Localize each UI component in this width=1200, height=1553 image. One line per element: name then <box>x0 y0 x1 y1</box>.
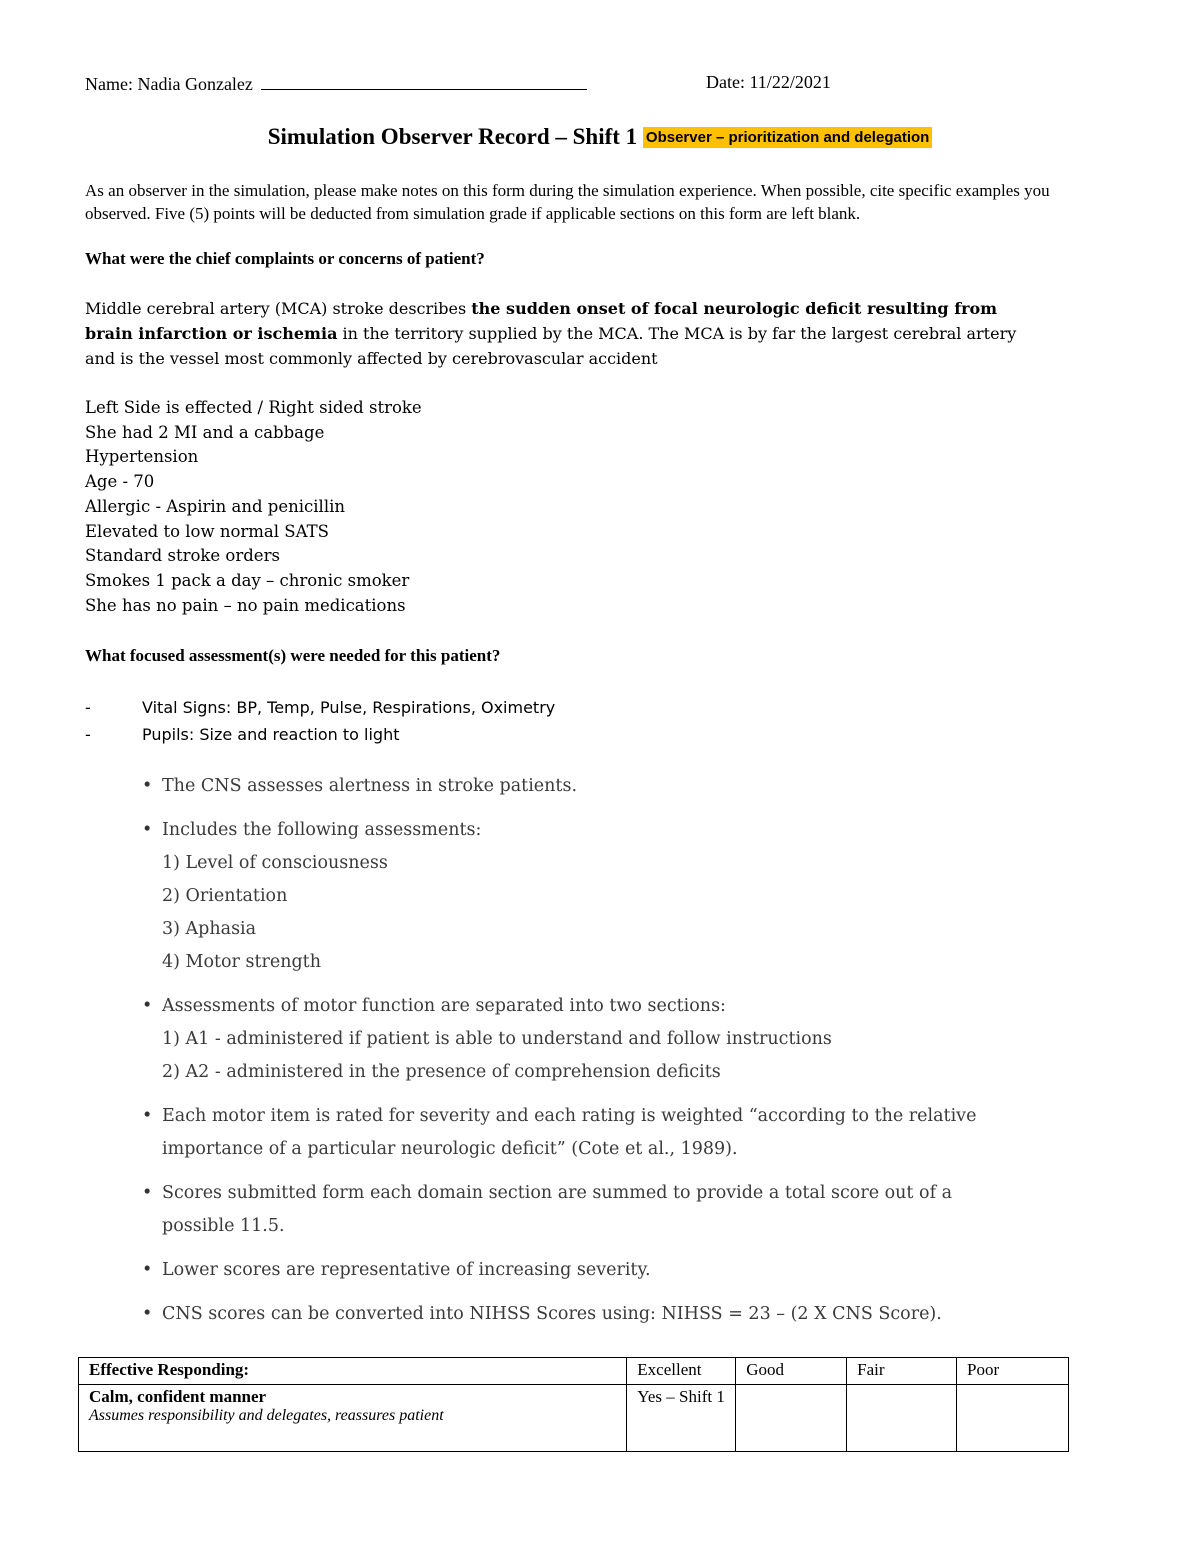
slide-subitem: 2) A2 - administered in the presence of comprehension deficits <box>162 1062 721 1082</box>
slide-bullet-text: Each motor item is rated for severity and each rating is weighted “according to the relative importance of a particular neurologic deficit” (Cote et al., 1989). <box>162 1106 977 1159</box>
note-item: She had 2 MI and a cabbage <box>85 422 325 442</box>
cell-excellent[interactable]: Yes – Shift 1 <box>627 1385 736 1452</box>
patient-notes <box>85 396 422 618</box>
slide-subitem: 4) Motor strength <box>162 952 321 972</box>
slide-bullet <box>140 1177 980 1243</box>
criterion-subtitle: Assumes responsibility and delegates, reassures patient <box>89 1407 444 1424</box>
note-item: Elevated to low normal SATS <box>85 521 329 541</box>
header-good: Good <box>736 1358 847 1385</box>
para-post: in the territory supplied by the MCA. The MCA is by far the largest cerebral artery and is the vessel most commonly affected by cerebrovascular accident <box>85 324 1017 368</box>
note-item: Left Side is effected / Right sided stroke <box>85 398 422 417</box>
name-underline <box>261 72 587 90</box>
assessment-dash-list <box>85 694 555 748</box>
slide-subitem: 1) Level of consciousness <box>162 853 388 873</box>
table-header-row <box>79 1358 1069 1385</box>
note-item: Hypertension <box>85 447 199 467</box>
title-main: Simulation Observer Record – Shift 1 <box>267 124 638 149</box>
criterion-title: Calm, confident manner <box>89 1387 267 1406</box>
slide-subitem: 3) Aphasia <box>162 919 257 939</box>
name-line <box>85 72 587 95</box>
slide-bullet <box>140 1100 980 1166</box>
slide-bullet <box>140 770 980 803</box>
note-item: Smokes 1 pack a day – chronic smoker <box>85 570 410 590</box>
date-label: Date: 11/22/2021 <box>706 72 831 92</box>
cell-poor[interactable] <box>957 1385 1069 1452</box>
slide-bullet <box>140 1298 980 1331</box>
dash-item-text: Pupils: Size and reaction to light <box>142 725 400 744</box>
slide-bullet-text: The CNS assesses alertness in stroke patients. <box>162 776 578 796</box>
note-item: Standard stroke orders <box>85 546 280 566</box>
header-effective-responding: Effective Responding: <box>79 1358 627 1385</box>
intro-text: As an observer in the simulation, please make notes on this form during the simulation experience. When possible, cite specific examples you observed. Five (5) points will be deducted from simulation grade if applicable sections on this form are left blank. <box>85 181 1050 223</box>
para-bold: the sudden onset of focal neurologic deficit resulting from brain infarction or ischemia <box>85 299 998 343</box>
slide-subitem: 1) A1 - administered if patient is able to understand and follow instructions <box>162 1029 832 1049</box>
dash-item-text: Vital Signs: BP, Temp, Pulse, Respirations, Oximetry <box>142 698 556 717</box>
dash-item: - Vital Signs: BP, Temp, Pulse, Respirations, Oximetry <box>85 694 555 721</box>
note-item: Age - 70 <box>85 472 155 492</box>
cell-good[interactable] <box>736 1385 847 1452</box>
table-row <box>79 1385 1069 1452</box>
slide-bullet-text: CNS scores can be converted into NIHSS Scores using: NIHSS = 23 – (2 X CNS Score). <box>162 1304 942 1324</box>
name-label: Name: Nadia Gonzalez <box>85 74 253 94</box>
slide-bullet-text: Scores submitted form each domain section are summed to provide a total score out of a possible 11.5. <box>162 1183 953 1236</box>
header-poor: Poor <box>957 1358 1069 1385</box>
slide-bullet-text: • Includes the following assessments: <box>162 820 482 840</box>
question-focused-assessment: What focused assessment(s) were needed for this patient? <box>85 646 501 665</box>
note-item: She has no pain – no pain medications <box>85 595 406 615</box>
cell-fair[interactable] <box>847 1385 957 1452</box>
page-title <box>0 124 1200 150</box>
slide-bullet <box>140 990 980 1089</box>
evaluation-table <box>78 1357 1069 1452</box>
para-pre: Middle cerebral artery (MCA) stroke describes <box>85 299 472 318</box>
slide-bullet <box>140 814 980 979</box>
header-fair: Fair <box>847 1358 957 1385</box>
header-excellent: Excellent <box>627 1358 736 1385</box>
question-chief-complaints: What were the chief complaints or concerns of patient? <box>85 249 485 268</box>
note-item: Allergic - Aspirin and penicillin <box>85 496 346 516</box>
slide-subitem: 2) Orientation <box>162 886 288 906</box>
slide-bullet-text: Lower scores are representative of increasing severity. <box>162 1260 651 1280</box>
slide-bullet-text: • Assessments of motor function are separated into two sections: <box>162 996 726 1016</box>
cns-slide-image <box>140 770 980 1342</box>
mca-paragraph <box>85 296 1045 371</box>
slide-bullet <box>140 1254 980 1287</box>
date-line <box>706 72 831 93</box>
criterion-cell <box>79 1385 627 1452</box>
title-highlight-tag: Observer – prioritization and delegation <box>643 127 932 148</box>
dash-item: - Pupils: Size and reaction to light <box>85 721 555 748</box>
